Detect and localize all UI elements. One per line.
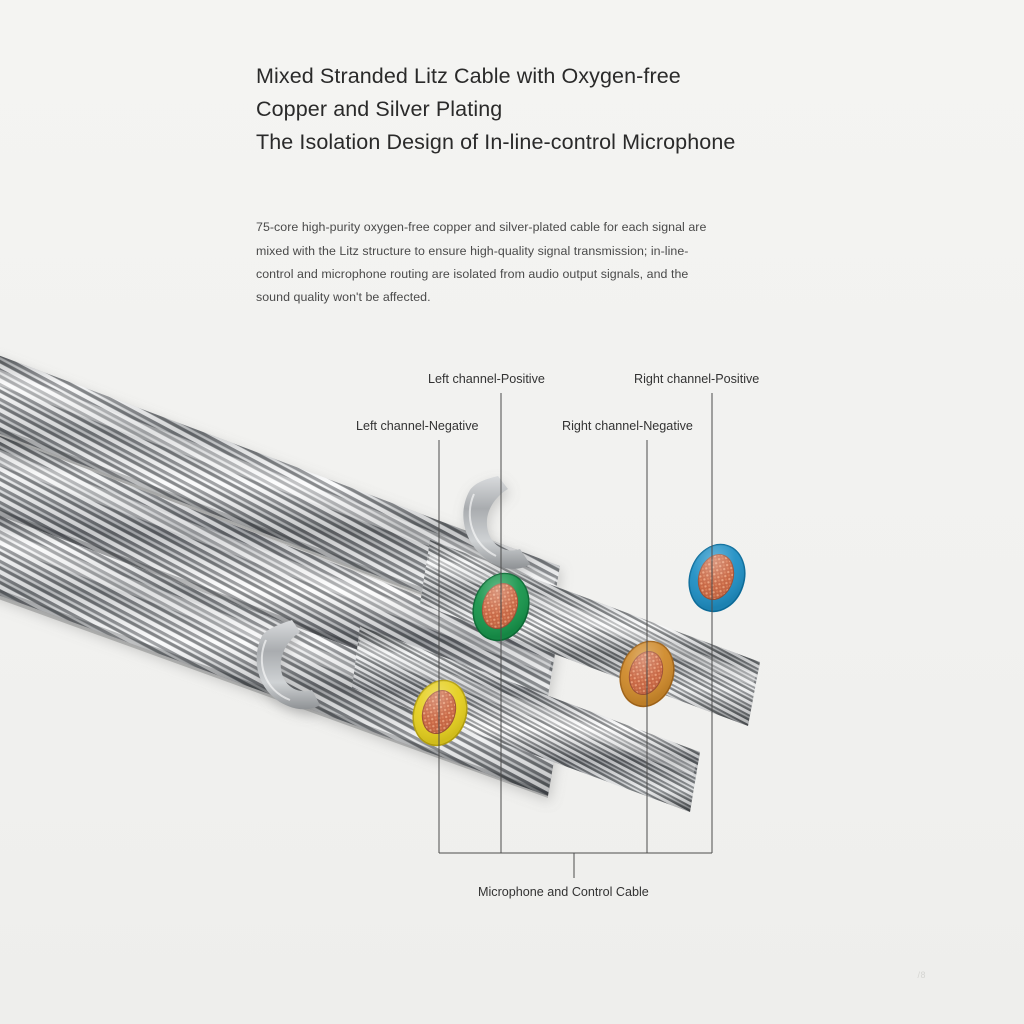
headline-line-2: Copper and Silver Plating bbox=[256, 97, 503, 121]
headline-line-1: Mixed Stranded Litz Cable with Oxygen-free bbox=[256, 64, 681, 88]
callout-left-channel-negative: Left channel-Negative bbox=[356, 419, 479, 433]
page-title bbox=[256, 60, 956, 159]
right-channel-positive-core bbox=[681, 537, 753, 618]
callout-left-channel-positive: Left channel-Positive bbox=[428, 372, 545, 386]
callout-right-channel-positive: Right channel-Positive bbox=[634, 372, 760, 386]
headline-line-3: The Isolation Design of In-line-control Microphone bbox=[256, 130, 736, 154]
page-watermark: /8 bbox=[917, 970, 926, 980]
description-paragraph: 75-core high-purity oxygen-free copper and silver-plated cable for each signal are mixed with the Litz structure to ensure high-quality signal transmission; in-line-control and microphone routing are isolated from audio output signals, and the sound quality won't be affected. bbox=[256, 220, 707, 304]
callout-right-channel-negative: Right channel-Negative bbox=[562, 419, 693, 433]
callout-microphone-and-control-cable: Microphone and Control Cable bbox=[478, 885, 649, 899]
